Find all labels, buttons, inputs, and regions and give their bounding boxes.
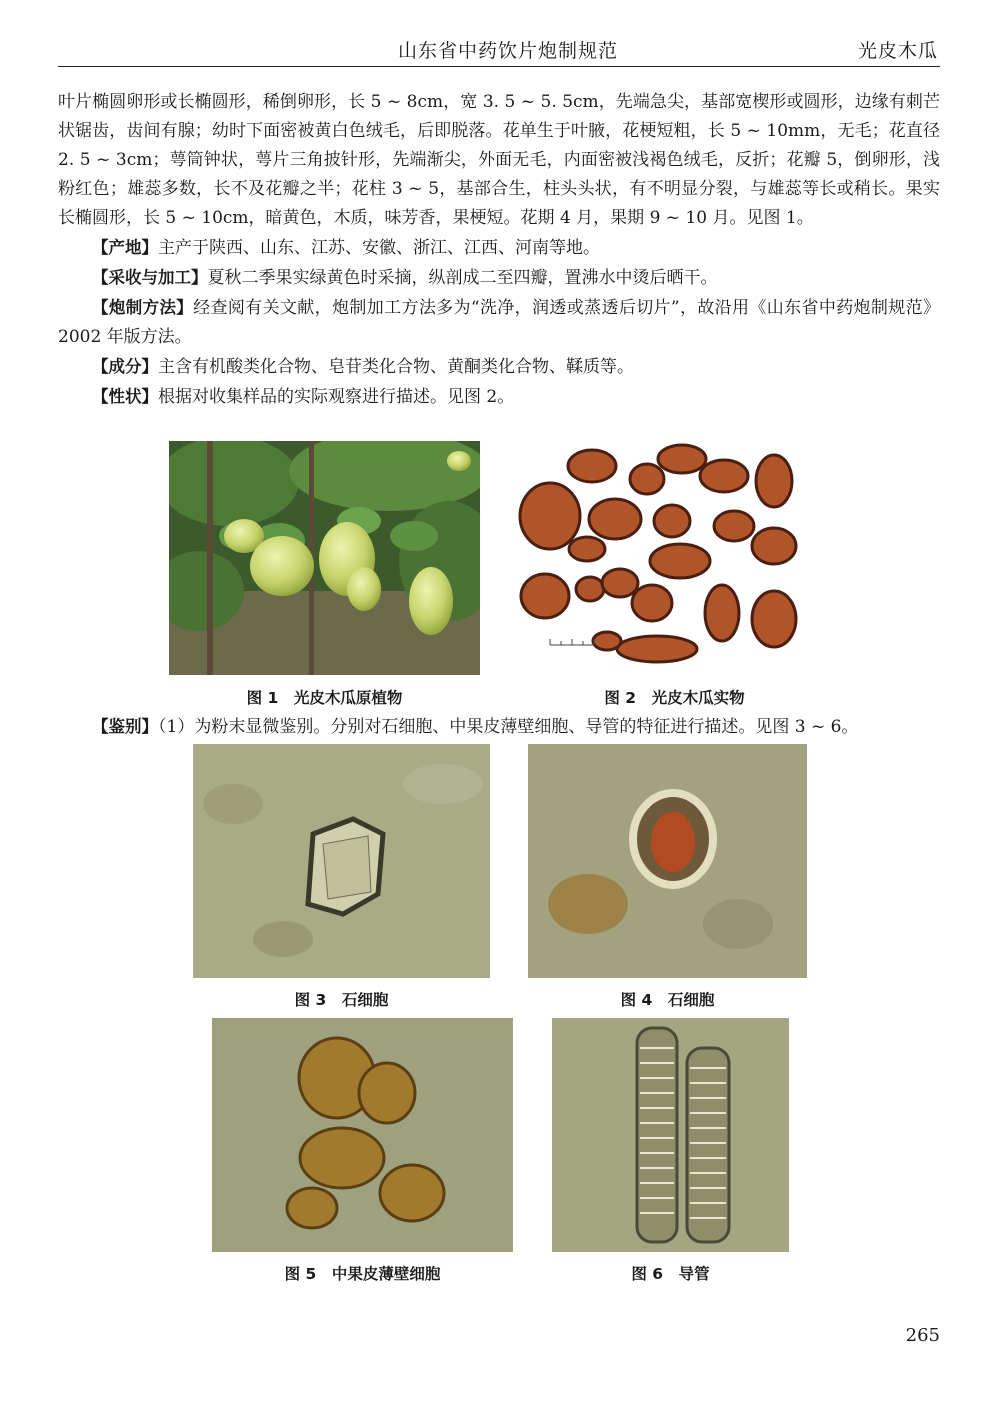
figure-4-micrograph xyxy=(528,744,807,978)
stone-cell-micrograph-icon xyxy=(528,744,807,978)
fruit-plant-photo-icon xyxy=(169,441,480,675)
figure-5-caption: 图 5 中果皮薄壁细胞 xyxy=(284,1265,441,1283)
section-text: 主含有机酸类化合物、皂苷类化合物、黄酮类化合物、鞣质等。 xyxy=(158,357,634,377)
section-harvest xyxy=(58,263,940,293)
running-header xyxy=(58,34,940,67)
section-processing xyxy=(58,293,940,352)
figure-5-micrograph xyxy=(212,1018,513,1252)
section-label: 【炮制方法】 xyxy=(92,298,194,317)
figure-2-slices-photo xyxy=(512,441,802,675)
figure-2-caption: 图 2 光皮木瓜实物 xyxy=(604,689,745,707)
stone-cell-micrograph-icon xyxy=(193,744,490,978)
vessel-micrograph-icon xyxy=(552,1018,789,1252)
figure-3-caption: 图 3 石细胞 xyxy=(294,991,389,1009)
book-title: 山东省中药饮片炮制规范 xyxy=(398,40,619,62)
body-text xyxy=(58,88,940,412)
figure-3-micrograph xyxy=(193,744,490,978)
section-characters xyxy=(58,382,940,412)
figure-4-caption: 图 4 石细胞 xyxy=(620,991,715,1009)
figure-6-caption: 图 6 导管 xyxy=(631,1265,710,1283)
identification-paragraph xyxy=(92,712,952,742)
section-text: 主产于陕西、山东、江苏、安徽、浙江、江西、河南等地。 xyxy=(158,238,600,258)
section-label: 【性状】 xyxy=(92,387,158,406)
dried-slices-photo-icon xyxy=(512,441,802,675)
section-text: 根据对收集样品的实际观察进行描述。见图 2。 xyxy=(158,387,515,407)
section-origin xyxy=(58,233,940,263)
figure-6-micrograph xyxy=(552,1018,789,1252)
intro-paragraph: 叶片椭圆卵形或长椭圆形，稀倒卵形，长 5 ~ 8cm，宽 3. 5 ~ 5. 5cm，先端急尖，基部宽楔形或圆形，边缘有刺芒状锯齿，齿间有腺；幼时下面密被黄白色绒毛，后即脱落。花单生于叶腋，花梗短粗，长 5 ~ 10mm，无毛；花直径 2. 5 ~ 3cm；萼筒钟状，萼片三角披针形，先端渐尖，外面无毛，内面密被浅褐色绒毛，反折；花瓣 5，倒卵形，浅粉红色；雄蕊多数，长不及花瓣之半；花柱 3 ~ 5，基部合生，柱头头状，有不明显分裂，与雄蕊等长或稍长。果实长椭圆形，长 5 ~ 10cm，暗黄色，木质，味芳香，果梗短。花期 4 月，果期 9 ~ 10 月。见图 1。 xyxy=(58,92,940,228)
figure-1-plant-photo xyxy=(169,441,480,675)
section-label: 【鉴别】 xyxy=(92,717,158,736)
page-number: 265 xyxy=(905,1325,940,1346)
section-label: 【产地】 xyxy=(92,238,158,257)
section-text: （1）为粉末显微鉴别。分别对石细胞、中果皮薄壁细胞、导管的特征进行描述。见图 3 ~ 6。 xyxy=(158,717,859,737)
section-label: 【成分】 xyxy=(92,357,158,376)
figure-1-caption: 图 1 光皮木瓜原植物 xyxy=(246,689,403,707)
section-text: 经查阅有关文献，炮制加工方法多为“洗净，润透或蒸透后切片”，故沿用《山东省中药炮制规范》2002 年版方法。 xyxy=(58,298,940,347)
section-composition xyxy=(58,352,940,382)
section-label: 【采收与加工】 xyxy=(92,268,208,287)
section-title: 光皮木瓜 xyxy=(857,40,938,62)
parenchyma-cell-micrograph-icon xyxy=(212,1018,513,1252)
section-text: 夏秋二季果实绿黄色时采摘，纵剖成二至四瓣，置沸水中烫后晒干。 xyxy=(207,268,718,288)
